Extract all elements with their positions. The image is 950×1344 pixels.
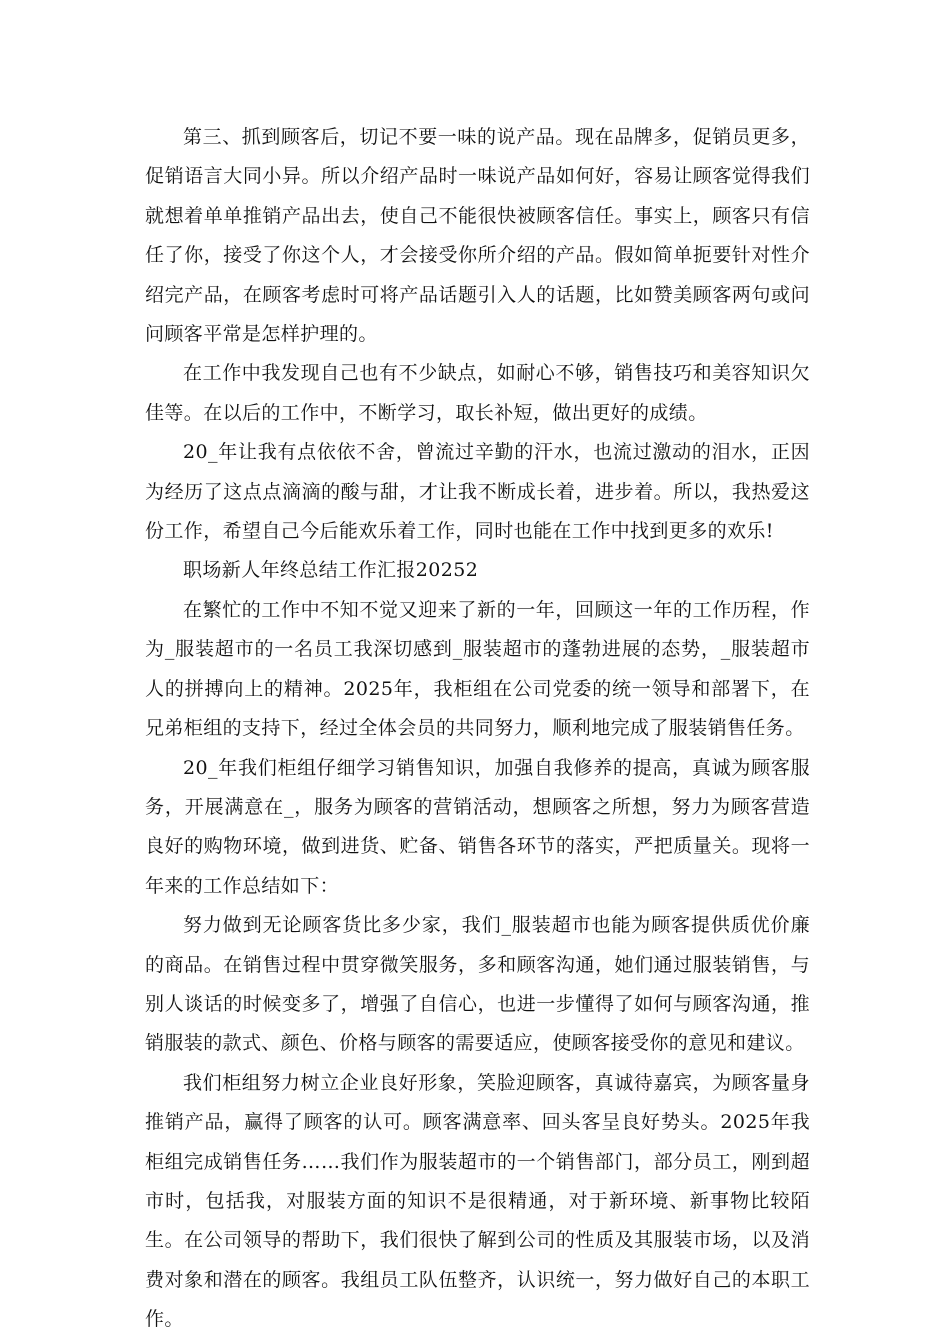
paragraph-intro: 在繁忙的工作中不知不觉又迎来了新的一年，回顾这一年的工作历程，作为_服装超市的一名员工我深切感到_服装超市的蓬勃进展的态势，_服装超市人的拼搏向上的精神。2025年，我柜组在公司党委的统一领导和部署下，在兄弟柜组的支持下，经过全体会员的共同努力，顺利地完成了服装销售任务。 bbox=[145, 598, 810, 740]
paragraph-shortcomings: 在工作中我发现自己也有不少缺点，如耐心不够，销售技巧和美容知识欠佳等。在以后的工作中，不断学习，取长补短，做出更好的成绩。 bbox=[145, 362, 810, 424]
paragraph-year-reflection: 20_年让我有点依依不舍，曾流过辛勤的汗水，也流过激动的泪水，正因为经历了这点点滴滴的酸与甜，才让我不断成长着，进步着。所以，我热爱这份工作，希望自己今后能欢乐着工作，同时也能在工作中找到更多的欢乐! bbox=[145, 441, 810, 543]
paragraph-third-point: 第三、抓到顾客后，切记不要一味的说产品。现在品牌多，促销员更多，促销语言大同小异。所以介绍产品时一味说产品如何好，容易让顾客觉得我们就想着单单推销产品出去，使自己不能很快被顾客信任。事实上，顾客只有信任了你，接受了你这个人，才会接受你所介绍的产品。假如简单扼要针对性介绍完产品，在顾客考虑时可将产品话题引入人的话题，比如赞美顾客两句或问问顾客平常是怎样护理的。 bbox=[145, 126, 810, 346]
paragraph-study: 20_年我们柜组仔细学习销售知识，加强自我修养的提高，真诚为顾客服务，开展满意在_，服务为顾客的营销活动，想顾客之所想，努力为顾客营造良好的购物环境，做到进货、贮备、销售各环节的落实，严把质量关。现将一年来的工作总结如下： bbox=[145, 756, 810, 897]
document-body bbox=[145, 118, 810, 1340]
paragraph-service: 努力做到无论顾客货比多少家，我们_服装超市也能为顾客提供质优价廉的商品。在销售过程中贯穿微笑服务，多和顾客沟通，她们通过服装销售，与别人谈话的时候变多了，增强了自信心，也进一步懂得了如何与顾客沟通，推销服装的款式、颜色、价格与顾客的需要适应，使顾客接受你的意见和建议。 bbox=[145, 914, 810, 1055]
paragraph-image: 我们柜组努力树立企业良好形象，笑脸迎顾客，真诚待嘉宾，为顾客量身推销产品，赢得了顾客的认可。顾客满意率、回头客呈良好势头。2025年我柜组完成销售任务……我们作为服装超市的一个销售部门，部分员工，刚到超市时，包括我，对服装方面的知识不是很精通，对于新环境、新事物比较陌生。在公司领导的帮助下，我们很快了解到公司的性质及其服装市场，以及消费对象和潜在的顾客。我组员工队伍整齐，认识统一，努力做好自己的本职工作。 bbox=[145, 1071, 810, 1331]
section-heading: 职场新人年终总结工作汇报20252 bbox=[183, 559, 479, 582]
